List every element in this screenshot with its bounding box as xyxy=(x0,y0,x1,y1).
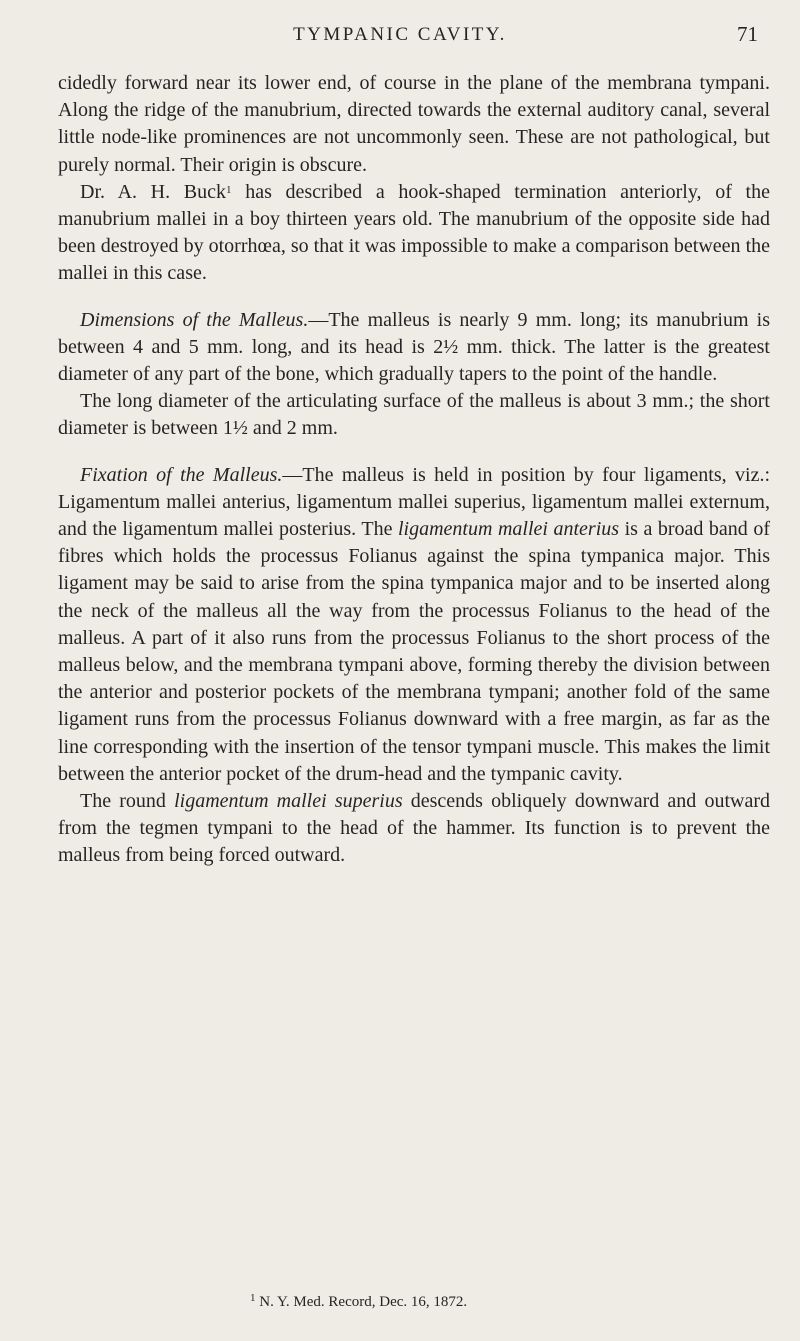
paragraph-articulating-surface xyxy=(58,388,770,442)
footnote xyxy=(250,1294,467,1311)
paragraph-text: is a broad band of fibres which holds the processus Folianus against the spina tympanica major. This ligament may be said to arise from the spina tympanica major and to be inserted along the neck of the malleus all the way from the processus Folianus to the head of the malleus. A part of it also runs from the processus Folianus to the short process of the malleus below, and the membrana tympani above, forming thereby the division between the anterior and posterior pockets of the membrana tympani; another fold of the same ligament runs from the processus Folianus downward with a free margin, as far as the line corresponding with the insertion of the tensor tympani muscle. This makes the limit between the anterior pocket of the drum-head and the tympanic cavity. xyxy=(58,518,771,785)
paragraph-text: The round xyxy=(80,790,175,813)
section-heading-dimensions: Dimensions of the Malleus. xyxy=(80,308,309,331)
footnote-marker: 1 xyxy=(250,1292,256,1304)
paragraph-buck xyxy=(58,179,770,288)
paragraph-text: —The malleus is held in position by four ligaments, viz.: Ligamentum mallei anterius, ligamentum mallei superius, ligamentum mallei externum, and the ligamentum mallei posterius. The xyxy=(58,463,770,541)
paragraph-text: The long diameter of the articulating surface of the malleus is about 3 mm.; the short diameter is between 1½ and 2 mm. xyxy=(58,390,770,440)
section-heading-fixation: Fixation of the Malleus. xyxy=(80,463,283,486)
footnote-reference: 1 xyxy=(226,183,232,196)
paragraph-fixation xyxy=(58,462,770,788)
paragraph-dimensions xyxy=(58,307,770,389)
body-text xyxy=(58,70,770,870)
paragraph-text: has described a hook-shaped termination anteriorly, of the manubrium mallei in a boy thirteen years old. The manubrium of the opposite side had been destroyed by otorrhœa, so that it was impossible to make a comparison between the mallei in this case. xyxy=(58,180,770,285)
author-reference: Dr. A. H. Buck xyxy=(80,180,227,203)
footnote-text: N. Y. Med. Record, Dec. 16, 1872. xyxy=(255,1294,468,1310)
running-head: TYMPANIC CAVITY. xyxy=(293,24,507,45)
term-ligamentum-superius: ligamentum mallei superius xyxy=(174,790,403,813)
page-header xyxy=(0,22,800,52)
paragraph-text: —The malleus is nearly 9 mm. long; its manubrium is between 4 and 5 mm. long, and its head is 2½ mm. thick. The latter is the greatest diameter of any part of the bone, which gradually tapers to the point of the handle. xyxy=(58,308,770,386)
term-ligamentum-anterius: ligamentum mallei anterius xyxy=(397,518,620,541)
paragraph-text: descends obliquely downward and outward from the tegmen tympani to the head of the hammer. Its function is to prevent the malleus from being forced outward. xyxy=(58,790,770,867)
paragraph-superius xyxy=(58,788,770,870)
paragraph-text: cidedly forward near its lower end, of course in the plane of the membrana tympani. Along the ridge of the manubrium, directed towards the external auditory canal, several little node-like prominences are not uncommonly seen. These are not pathological, but purely normal. Their origin is obscure. xyxy=(58,72,770,176)
page-number: 71 xyxy=(737,22,758,46)
paragraph-continuation xyxy=(58,70,770,179)
